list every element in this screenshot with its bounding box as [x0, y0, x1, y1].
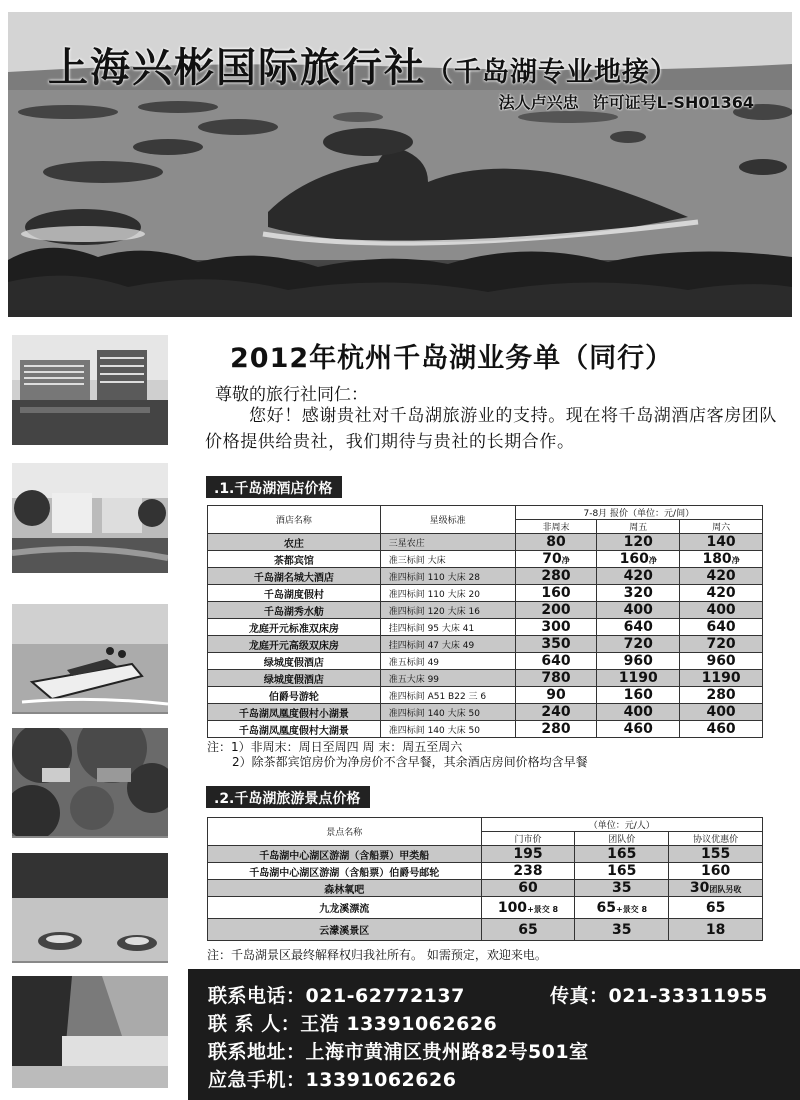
- price-value: 960: [706, 653, 736, 669]
- hotel-standard: 准四标间 110 大床 20: [380, 585, 515, 602]
- hotel-standard: 准四标间 140 大床 50: [380, 704, 515, 721]
- scenic-col-group: 团队价: [575, 832, 669, 846]
- hotel-row: [208, 704, 763, 721]
- hotel-standard: 准四标间 A51 B22 三 6: [380, 687, 515, 704]
- hotel-price: [515, 721, 597, 738]
- greeting: 尊敬的旅行社同仁：: [215, 385, 368, 405]
- scenic-col-name: 景点名称: [208, 818, 482, 846]
- price-value: 35: [612, 921, 632, 938]
- hotel-name: 龙庭开元标准双床房: [208, 619, 381, 636]
- hotel-row: [208, 585, 763, 602]
- net-price-mark: 净: [731, 556, 740, 565]
- price-value: 280: [541, 568, 571, 584]
- hotel-col-saturday: 周六: [680, 520, 763, 534]
- price-value: 420: [706, 585, 736, 601]
- contact-person[interactable]: 王浩 13391062626: [300, 1013, 498, 1035]
- scenic-col-agreement: 协议优惠价: [669, 832, 763, 846]
- scenic-price: [669, 846, 763, 863]
- hotel-name: 绿城度假酒店: [208, 653, 381, 670]
- price-value: 420: [706, 568, 736, 584]
- hotel-price: [597, 721, 680, 738]
- hotel-standard: 准五标间 49: [380, 653, 515, 670]
- price-value: 640: [541, 653, 571, 669]
- price-note: 团队另收: [709, 885, 742, 894]
- scenic-row: [208, 846, 763, 863]
- hotel-row: [208, 721, 763, 738]
- scenic-col-retail: 门市价: [481, 832, 575, 846]
- scenic-price: [481, 863, 575, 880]
- contact-person-row: [208, 1009, 800, 1037]
- scenic-name: 千岛湖中心湖区游湖（含船票）伯爵号邮轮: [208, 863, 482, 880]
- hotel-price: [597, 670, 680, 687]
- speedboat-photo: [12, 604, 168, 714]
- company-title: [48, 36, 678, 93]
- price-value: 280: [541, 721, 571, 737]
- hotel-col-friday: 周五: [597, 520, 680, 534]
- price-value: 400: [706, 704, 736, 720]
- price-value: 90: [546, 687, 566, 703]
- price-value: 65: [596, 899, 616, 916]
- price-value: 30: [689, 880, 710, 896]
- scenic-price: [481, 919, 575, 941]
- hotel-price: [680, 619, 763, 636]
- license-number: 许可证号L-SH01364: [592, 93, 754, 112]
- person-label: 联 系 人：: [208, 1013, 301, 1035]
- hotel-row: [208, 534, 763, 551]
- hotel-row: [208, 568, 763, 585]
- fax-number[interactable]: 021-33311955: [608, 985, 768, 1007]
- hotel-name: 千岛湖凤凰度假村大湖景: [208, 721, 381, 738]
- scenic-price: [669, 880, 763, 897]
- hotel-name: 农庄: [208, 534, 381, 551]
- price-value: 420: [623, 568, 653, 584]
- hotel-price: [515, 653, 597, 670]
- scenic-row: [208, 897, 763, 919]
- price-value: 160: [700, 863, 731, 879]
- hotel-col-period: 7-8月 报价（单位：元/间）: [515, 506, 762, 520]
- scenic-col-unit: （单位：元/人）: [481, 818, 762, 832]
- price-value: 100: [497, 899, 528, 916]
- hotel-price: [597, 619, 680, 636]
- net-price-mark: 净: [561, 556, 570, 565]
- hotel-name: 千岛湖秀水舫: [208, 602, 381, 619]
- hotel-row: [208, 602, 763, 619]
- hotel-price: [597, 568, 680, 585]
- hotel-col-name: 酒店名称: [208, 506, 381, 534]
- hotel-price: [515, 568, 597, 585]
- price-value: 18: [705, 921, 726, 938]
- emergency-mobile[interactable]: 13391062626: [305, 1069, 457, 1091]
- rafting-photo: [12, 853, 168, 963]
- hotel-price: [597, 602, 680, 619]
- phone-label: 联系电话：: [208, 985, 306, 1007]
- price-value: 60: [518, 880, 538, 896]
- hotel-price: [515, 670, 597, 687]
- scenic-row: [208, 880, 763, 897]
- hotel-standard: 准四标间 110 大床 28: [380, 568, 515, 585]
- price-value: 460: [706, 721, 736, 737]
- hotel-price: [597, 653, 680, 670]
- hotel-name: 千岛湖度假村: [208, 585, 381, 602]
- price-value: 400: [706, 602, 736, 618]
- price-value: 640: [706, 619, 736, 635]
- scenic-name: 云濛溪景区: [208, 919, 482, 941]
- hotel-price: [515, 687, 597, 704]
- scenic-name: 九龙溪漂流: [208, 897, 482, 919]
- price-value: 140: [706, 534, 736, 550]
- hotel-name: 千岛湖凤凰度假村小湖景: [208, 704, 381, 721]
- price-value: 1190: [701, 670, 741, 686]
- price-value: 155: [700, 846, 731, 862]
- hotel-price: [515, 704, 597, 721]
- price-value: 640: [623, 619, 653, 635]
- scenic-price: [575, 863, 669, 880]
- price-value: 460: [623, 721, 653, 737]
- price-note: +景交 8: [527, 904, 559, 914]
- hotel-price: [680, 534, 763, 551]
- scenic-price: [575, 897, 669, 919]
- hotel-note-2: 2）除茶都宾馆房价为净房价不含早餐，其余酒店房间价格均含早餐: [232, 755, 588, 769]
- hotel-row: [208, 551, 763, 568]
- price-value: 720: [706, 636, 736, 652]
- scenic-row: [208, 863, 763, 880]
- price-value: 1190: [618, 670, 658, 686]
- scenic-price: [669, 919, 763, 941]
- scenic-price: [575, 846, 669, 863]
- waterfall-photo: [12, 976, 168, 1088]
- hotel-row: [208, 636, 763, 653]
- scenic-price: [575, 880, 669, 897]
- hotel-standard: 准四标间 140 大床 50: [380, 721, 515, 738]
- scenic-name: 千岛湖中心湖区游湖（含船票）甲类船: [208, 846, 482, 863]
- page-title: 2012年杭州千岛湖业务单（同行）: [230, 343, 674, 374]
- company-name: 上海兴彬国际旅行社: [48, 45, 426, 91]
- hotel-row: [208, 619, 763, 636]
- price-value: 240: [541, 704, 571, 720]
- hotel-price: [680, 636, 763, 653]
- hotel-price: [680, 704, 763, 721]
- license-line: [485, 90, 754, 113]
- hotel-price: [680, 602, 763, 619]
- price-value: 120: [623, 534, 653, 550]
- hotel-price: [597, 534, 680, 551]
- price-value: 65: [518, 921, 538, 938]
- hotel-row: [208, 670, 763, 687]
- company-tagline: （千岛湖专业地接）: [426, 57, 678, 88]
- hotel-standard: 挂四标间 95 大床 41: [380, 619, 515, 636]
- scenic-price-table: [207, 817, 763, 941]
- price-value: 350: [541, 636, 571, 652]
- price-value: 200: [541, 602, 571, 618]
- address-label: 联系地址：: [208, 1041, 306, 1063]
- scenic-note: 注：千岛湖景区最终解释权归我社所有。 如需预定，欢迎来电。: [207, 948, 547, 962]
- hotel-photo: [12, 335, 168, 445]
- price-value: 195: [513, 846, 543, 862]
- hotel-price: [680, 721, 763, 738]
- price-value: 165: [607, 863, 637, 879]
- hotel-name: 绿城度假酒店: [208, 670, 381, 687]
- hotel-row: [208, 653, 763, 670]
- scenic-price: [669, 863, 763, 880]
- hotel-name: 千岛湖名城大酒店: [208, 568, 381, 585]
- hotel-price: [515, 636, 597, 653]
- hotel-price: [680, 653, 763, 670]
- net-price-mark: 净: [648, 556, 657, 565]
- phone-number[interactable]: 021-62772137: [305, 985, 465, 1007]
- hotel-price: [680, 585, 763, 602]
- contact-box: [188, 969, 800, 1100]
- hotel-price: [515, 619, 597, 636]
- price-value: 80: [546, 534, 566, 550]
- scenic-price: [575, 919, 669, 941]
- contact-mobile-row: [208, 1065, 800, 1093]
- hotel-row: [208, 687, 763, 704]
- price-value: 300: [541, 619, 571, 635]
- scenic-row: [208, 919, 763, 941]
- contact-address-row: [208, 1037, 800, 1065]
- hotel-col-standard: 星级标准: [380, 506, 515, 534]
- hotel-price: [597, 551, 680, 568]
- price-value: 160: [541, 585, 571, 601]
- price-value: 320: [623, 585, 653, 601]
- hotel-price: [515, 534, 597, 551]
- hotel-name: 龙庭开元高级双床房: [208, 636, 381, 653]
- hotel-price: [680, 568, 763, 585]
- hotel-note-1: 注：1）非周末：周日至周四 周 末：周五至周六: [207, 740, 463, 754]
- price-value: 165: [607, 846, 637, 862]
- scenic-price: [481, 897, 575, 919]
- fax-group: [550, 981, 768, 1008]
- hotel-price: [680, 670, 763, 687]
- hotel-col-weekday: 非周末: [515, 520, 597, 534]
- header-banner: [8, 12, 792, 317]
- hotel-section-title: .1.千岛湖酒店价格: [206, 476, 342, 498]
- hotel-price: [515, 585, 597, 602]
- hotel-price: [597, 585, 680, 602]
- hotel-name: 茶都宾馆: [208, 551, 381, 568]
- price-value: 400: [623, 602, 653, 618]
- hotel-price: [515, 602, 597, 619]
- contact-phone-row: [208, 981, 800, 1009]
- intro-paragraph: 您好！感谢贵社对千岛湖旅游业的支持。现在将千岛湖酒店客房团队价格提供给贵社，我们期待与贵社的长期合作。: [205, 406, 777, 452]
- price-value: 960: [623, 653, 653, 669]
- resort-photo: [12, 463, 168, 573]
- legal-person: 法人卢兴忠: [498, 93, 579, 112]
- hotel-price: [515, 551, 597, 568]
- price-value: 160: [623, 687, 653, 703]
- scenic-price: [669, 897, 763, 919]
- hotel-price: [597, 687, 680, 704]
- hotel-standard: 准四标间 120 大床 16: [380, 602, 515, 619]
- price-value: 180: [702, 551, 732, 567]
- hotel-standard: 三星农庄: [380, 534, 515, 551]
- mobile-label: 应急手机：: [208, 1069, 306, 1091]
- price-value: 400: [623, 704, 653, 720]
- price-value: 280: [706, 687, 736, 703]
- scenic-name: 森林氧吧: [208, 880, 482, 897]
- price-value: 35: [612, 880, 632, 896]
- scenic-price: [481, 846, 575, 863]
- price-value: 720: [623, 636, 653, 652]
- price-value: 238: [513, 863, 543, 879]
- forest-photo: [12, 728, 168, 838]
- hotel-standard: 准三标间 大床: [380, 551, 515, 568]
- hotel-standard: 挂四标间 47 大床 49: [380, 636, 515, 653]
- hotel-name: 伯爵号游轮: [208, 687, 381, 704]
- hotel-price: [597, 636, 680, 653]
- price-value: 160: [619, 551, 649, 567]
- scenic-price: [481, 880, 575, 897]
- price-value: 70: [542, 551, 562, 567]
- hotel-price: [680, 687, 763, 704]
- price-value: 65: [705, 899, 726, 916]
- fax-label: 传真：: [550, 985, 609, 1007]
- contact-address: 上海市黄浦区贵州路82号501室: [305, 1041, 589, 1063]
- price-value: 780: [541, 670, 571, 686]
- hotel-standard: 准五大床 99: [380, 670, 515, 687]
- hotel-price-table: [207, 505, 763, 738]
- hotel-price: [680, 551, 763, 568]
- hotel-price: [597, 704, 680, 721]
- scenic-section-title: .2.千岛湖旅游景点价格: [206, 786, 370, 808]
- price-note: +景交 8: [615, 904, 648, 914]
